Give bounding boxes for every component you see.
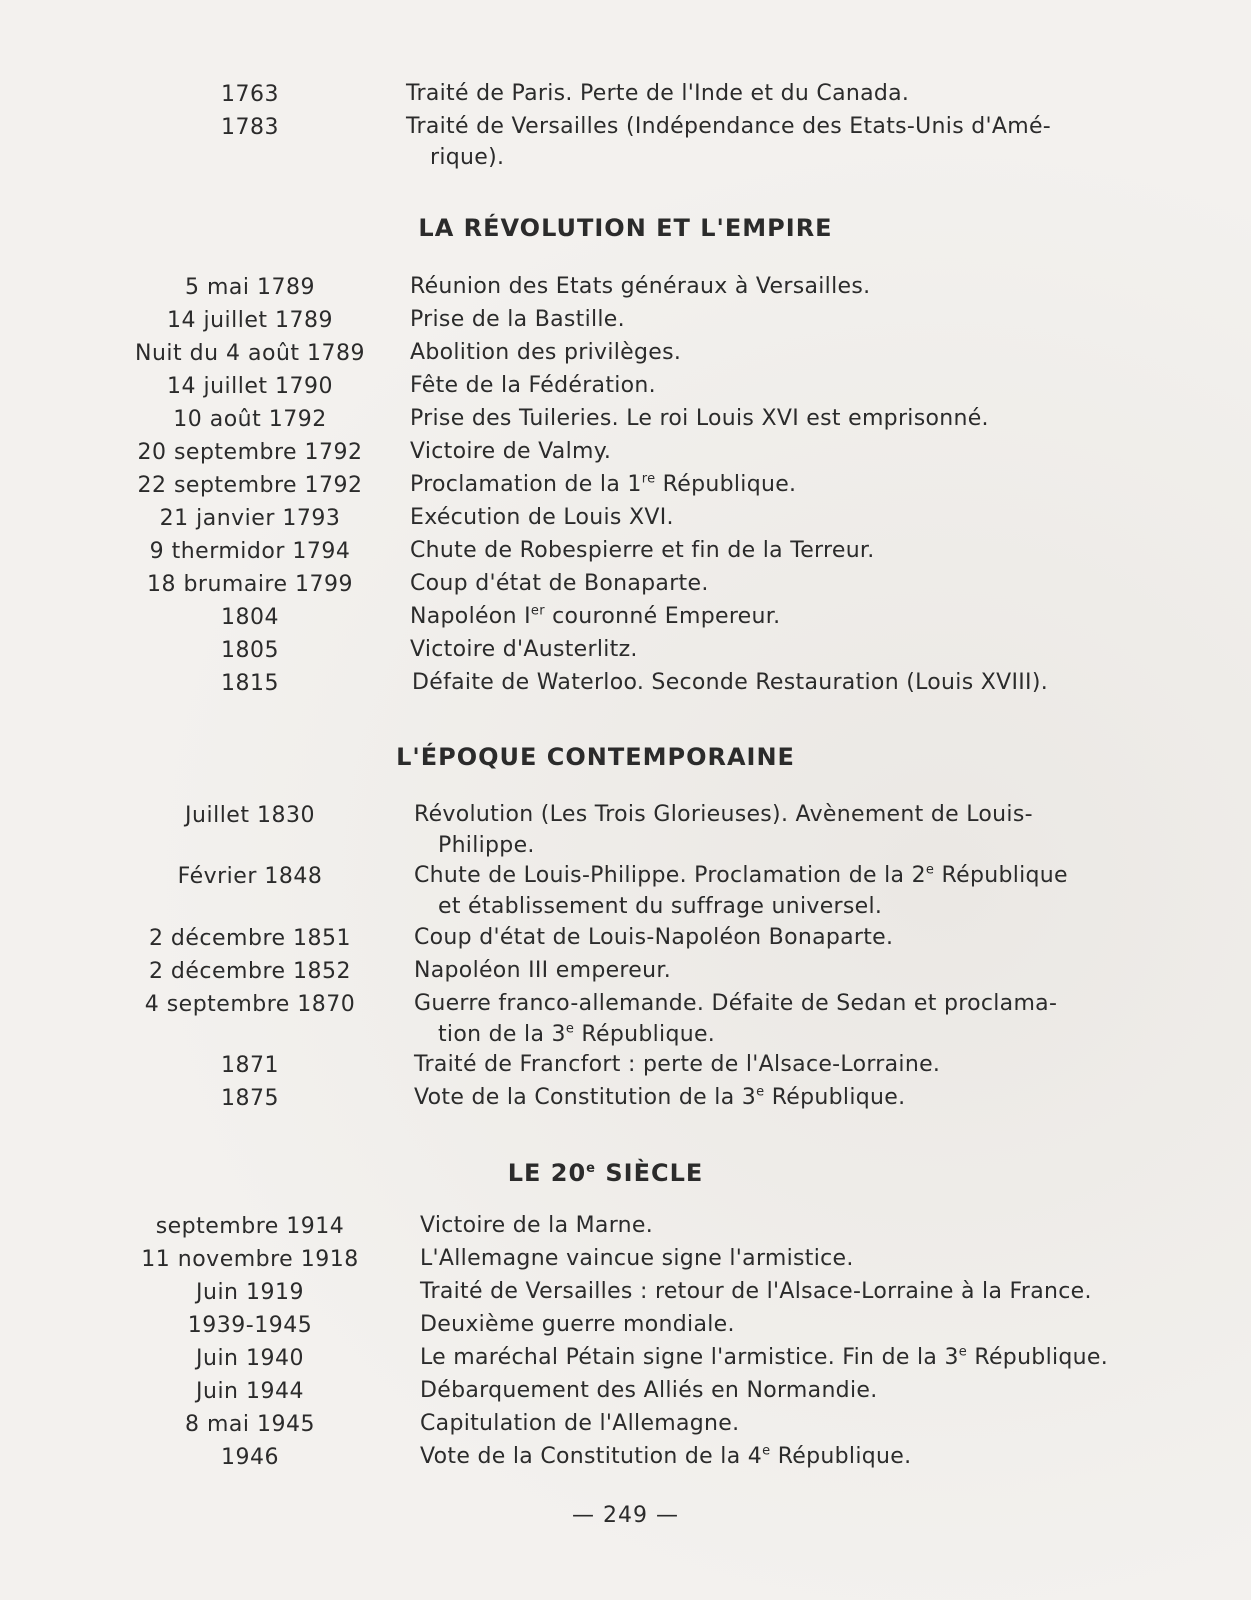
entry-event: [420, 1210, 1140, 1241]
event-line: Deuxième guerre mondiale.: [420, 1312, 735, 1337]
entry-date: 2 décembre 1852: [148, 959, 352, 984]
event-line: Guerre franco-allemande. Défaite de Sedan et proclama-: [414, 991, 1058, 1016]
entry-date: 9 thermidor 1794: [149, 539, 351, 564]
entry-date: 8 mai 1945: [185, 1412, 315, 1437]
section-heading: LE 20e SIÈCLE: [507, 1159, 704, 1187]
entry-event: [414, 922, 1134, 953]
entry-date: 1939-1945: [187, 1313, 313, 1338]
entry-event: [414, 799, 1134, 861]
timeline-entry: [0, 1309, 1251, 1343]
entry-date: Juin 1919: [196, 1280, 304, 1305]
timeline-entry: [0, 601, 1251, 635]
entry-date: 1871: [221, 1053, 279, 1078]
event-line: L'Allemagne vaincue signe l'armistice.: [420, 1246, 854, 1271]
event-line: Proclamation de la 1re République.: [410, 471, 797, 497]
entry-date: 21 janvier 1793: [159, 506, 341, 531]
entry-event: [410, 502, 1130, 533]
entry-date: 1805: [221, 638, 279, 663]
timeline-entry: [0, 271, 1251, 305]
timeline-entry: [0, 1441, 1251, 1475]
event-line: Défaite de Waterloo. Seconde Restauration (Louis XVIII).: [412, 670, 1049, 695]
entry-event: [410, 634, 1130, 665]
event-line: Exécution de Louis XVI.: [410, 505, 674, 530]
entry-date: 1815: [221, 671, 279, 696]
event-line: tion de la 3e République.: [438, 1021, 716, 1047]
event-line: Abolition des privilèges.: [410, 340, 682, 365]
entry-date: Juin 1940: [196, 1346, 304, 1371]
event-line: Philippe.: [438, 833, 535, 858]
event-line: Traité de Versailles (Indépendance des Etats-Unis d'Amé-: [406, 114, 1052, 139]
entry-date: 5 mai 1789: [185, 275, 315, 300]
timeline-entry: [0, 1375, 1251, 1409]
entry-event: [410, 403, 1130, 434]
event-line: Chute de Robespierre et fin de la Terreur.: [410, 538, 875, 563]
entry-date: Juin 1944: [196, 1379, 304, 1404]
entry-date: 14 juillet 1789: [166, 308, 334, 333]
entry-event: [410, 337, 1130, 368]
event-line: Prise des Tuileries. Le roi Louis XVI est emprisonné.: [410, 406, 989, 431]
entry-event: [420, 1276, 1140, 1307]
event-line: Victoire de Valmy.: [410, 439, 612, 464]
timeline-entry: [0, 78, 1251, 112]
entry-date: 22 septembre 1792: [137, 473, 363, 498]
timeline-entry: [0, 1082, 1251, 1116]
event-line: et établissement du suffrage universel.: [438, 894, 883, 919]
event-line: Vote de la Constitution de la 3e République.: [414, 1084, 906, 1110]
timeline-entry: [0, 1276, 1251, 1310]
entry-event: [420, 1441, 1140, 1472]
entry-date: septembre 1914: [155, 1214, 345, 1239]
entry-date: 20 septembre 1792: [137, 440, 363, 465]
timeline-entry: [0, 634, 1251, 668]
entry-event: [420, 1309, 1140, 1340]
timeline-entry: [0, 469, 1251, 503]
timeline-entry: [0, 988, 1251, 1047]
event-line: Napoléon Ier couronné Empereur.: [410, 603, 781, 629]
timeline-entry: [0, 502, 1251, 536]
timeline-entry: [0, 667, 1251, 701]
entry-event: [410, 304, 1130, 335]
event-line: Coup d'état de Bonaparte.: [410, 571, 709, 596]
entry-date: Juillet 1830: [185, 803, 315, 828]
timeline-entry: [0, 1210, 1251, 1244]
entry-event: [414, 1082, 1134, 1113]
entry-date: 18 brumaire 1799: [146, 572, 354, 597]
entry-event: [420, 1375, 1140, 1406]
timeline-entry: [0, 304, 1251, 338]
entry-date: Nuit du 4 août 1789: [134, 341, 365, 366]
section-heading: LA RÉVOLUTION ET L'EMPIRE: [418, 214, 833, 242]
event-line: Débarquement des Alliés en Normandie.: [420, 1378, 878, 1403]
event-line: Vote de la Constitution de la 4e République.: [420, 1443, 912, 1469]
entry-event: [420, 1408, 1140, 1439]
event-line: Victoire d'Austerlitz.: [410, 637, 638, 662]
timeline-entry: [0, 370, 1251, 404]
event-line: Capitulation de l'Allemagne.: [420, 1411, 740, 1436]
timeline-entry: [0, 436, 1251, 470]
entry-date: 1946: [221, 1445, 279, 1470]
timeline-entry: [0, 799, 1251, 858]
section-heading: L'ÉPOQUE CONTEMPORAINE: [396, 743, 795, 771]
timeline-entry: [0, 860, 1251, 919]
event-line: Victoire de la Marne.: [420, 1213, 654, 1238]
event-line: rique).: [430, 145, 505, 170]
entry-date: 4 septembre 1870: [144, 992, 356, 1017]
entry-event: [414, 1049, 1134, 1080]
event-line: Traité de Paris. Perte de l'Inde et du Canada.: [406, 81, 910, 106]
entry-event: [410, 601, 1130, 632]
timeline-entry: [0, 1049, 1251, 1083]
timeline-entry: [0, 922, 1251, 956]
entry-event: [414, 860, 1134, 922]
event-line: Traité de Versailles : retour de l'Alsace-Lorraine à la France.: [420, 1279, 1092, 1304]
entry-date: 14 juillet 1790: [166, 374, 334, 399]
entry-event: [414, 955, 1134, 986]
event-line: Fête de la Fédération.: [410, 373, 656, 398]
timeline-entry: [0, 955, 1251, 989]
entry-date: 2 décembre 1851: [148, 926, 352, 951]
entry-event: [412, 667, 1132, 698]
timeline-entry: [0, 1243, 1251, 1277]
event-line: Le maréchal Pétain signe l'armistice. Fin de la 3e République.: [420, 1344, 1109, 1370]
event-line: Napoléon III empereur.: [414, 958, 671, 983]
timeline-entry: [0, 1342, 1251, 1376]
entry-event: [410, 535, 1130, 566]
entry-event: [410, 271, 1130, 302]
entry-event: [410, 370, 1130, 401]
entry-date: 1875: [221, 1086, 279, 1111]
entry-date: 1783: [221, 115, 279, 140]
timeline-entry: [0, 1408, 1251, 1442]
entry-date: 10 août 1792: [173, 407, 327, 432]
event-line: Chute de Louis-Philippe. Proclamation de la 2e République: [414, 862, 1068, 888]
timeline-entry: [0, 337, 1251, 371]
timeline-entry: [0, 535, 1251, 569]
timeline-entry: [0, 403, 1251, 437]
event-line: Révolution (Les Trois Glorieuses). Avènement de Louis-: [414, 802, 1033, 827]
entry-event: [414, 988, 1134, 1050]
event-line: Réunion des Etats généraux à Versailles.: [410, 274, 871, 299]
entry-event: [406, 111, 1126, 173]
entry-date: 11 novembre 1918: [141, 1247, 359, 1272]
timeline-entry: [0, 111, 1251, 170]
entry-event: [410, 469, 1130, 500]
entry-event: [410, 568, 1130, 599]
entry-date: Février 1848: [177, 864, 323, 889]
page-number: — 249 —: [572, 1503, 679, 1528]
event-line: Prise de la Bastille.: [410, 307, 625, 332]
timeline-entry: [0, 568, 1251, 602]
event-line: Traité de Francfort : perte de l'Alsace-Lorraine.: [414, 1052, 941, 1077]
event-line: Coup d'état de Louis-Napoléon Bonaparte.: [414, 925, 894, 950]
entry-event: [410, 436, 1130, 467]
entry-event: [406, 78, 1126, 109]
entry-event: [420, 1342, 1140, 1373]
entry-date: 1804: [221, 605, 279, 630]
entry-event: [420, 1243, 1140, 1274]
entry-date: 1763: [221, 82, 279, 107]
